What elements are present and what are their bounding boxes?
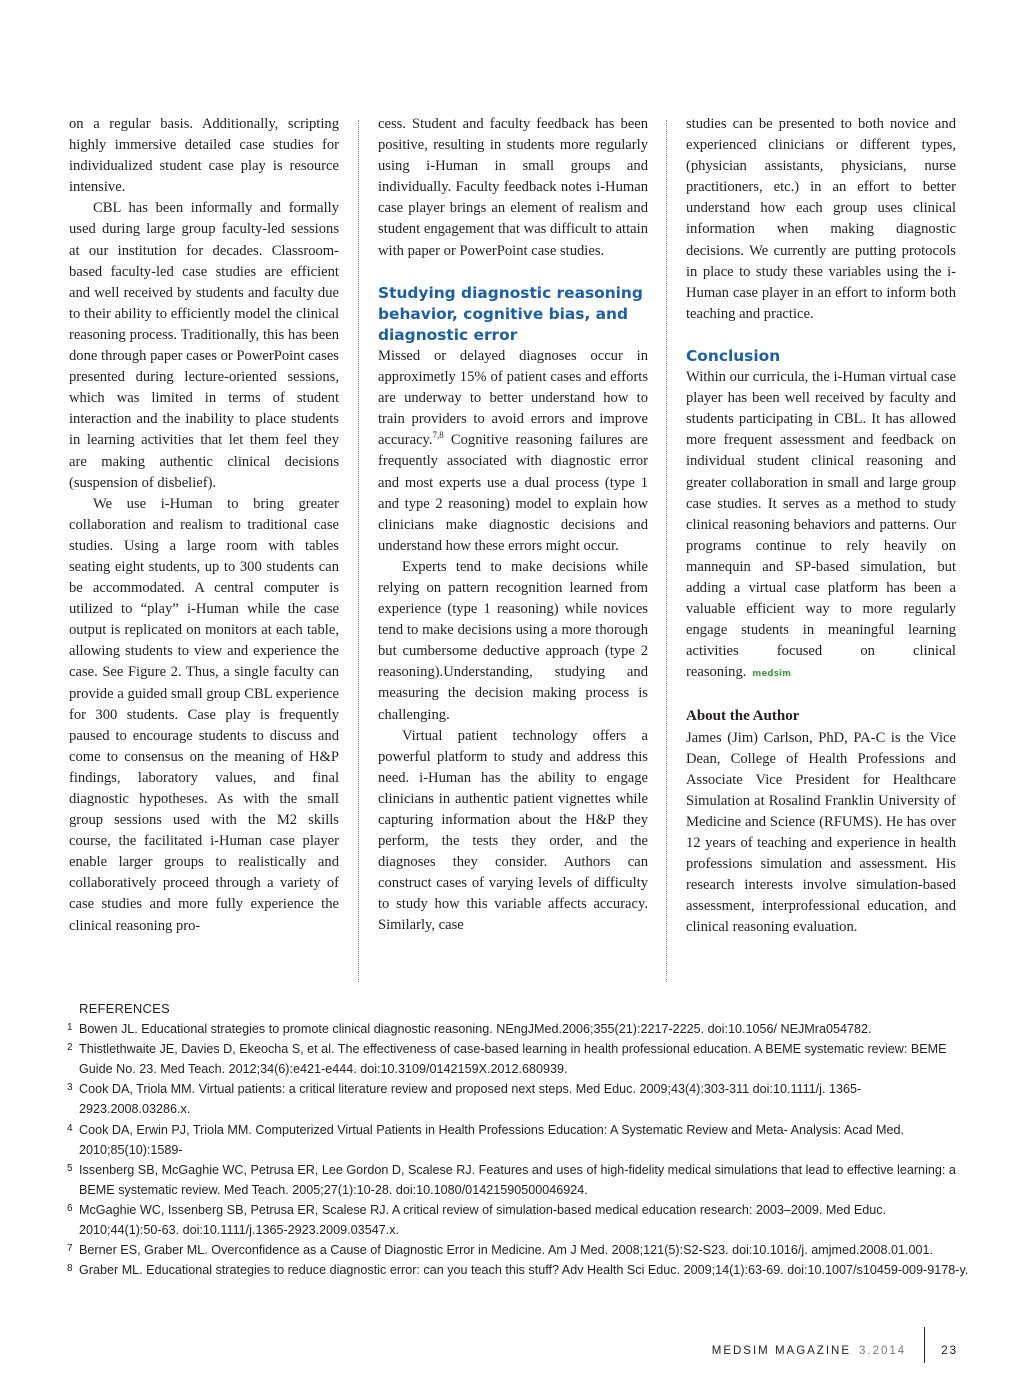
reference-item xyxy=(69,1039,969,1079)
paragraph: studies can be presented to both novice and experienced clinicians or different types, (physician assistants, physicians, nurse practitioners, etc.) in an effort to better understand how each group uses clinical information when making diagnostic decisions. We currently are putting protocols in place to study these variables using the i-Human case player in an effort to inform both teaching and practice. xyxy=(686,116,956,322)
footer-divider xyxy=(924,1327,925,1363)
reference-item xyxy=(69,1240,969,1260)
article-column-1 xyxy=(69,114,339,937)
page-number: 23 xyxy=(941,1345,958,1357)
paragraph: Experts tend to make decisions while relying on pattern recognition learned from experience (type 1 reasoning) while novices tend to make decisions using a more thorough but cumbersome deductive approach (type 2 reasoning).Understanding, studying and measuring the decision making process is challenging. xyxy=(378,558,648,723)
reference-number: 5 xyxy=(67,1162,73,1174)
author-bio: James (Jim) Carlson, PhD, PA-C is the Vice Dean, College of Health Professions and Associate Vice President for Healthcare Simulation at Rosalind Franklin University of Medicine and Science (RFUMS). He has over 12 years of teaching and experience in health professions simulation and assessment. His research interests involve simulation-based assessment, interprofessional education, and clinical reasoning evaluation. xyxy=(686,729,956,936)
reference-text: Cook DA, Triola MM. Virtual patients: a critical literature review and proposed next steps. Med Educ. 2009;43(4):303-311 doi:10.1111/j. 1365-2923.2008.03286.x. xyxy=(79,1082,862,1117)
section-heading: Studying diagnostic reasoning behavior, cognitive bias, and diagnostic error xyxy=(378,283,643,344)
paragraph: cess. Student and faculty feedback has been positive, resulting in students more regularly using i-Human in small groups and individually. Faculty feedback notes i-Human case player brings an element of realism and student engagement that was difficult to attain with paper or PowerPoint case studies. xyxy=(378,116,648,259)
paragraph-text: Missed or delayed diagnoses occur in approximetly 15% of patient cases and efforts are underway to better understand how to train providers to avoid errors and improve accuracy. xyxy=(378,347,648,449)
medsim-logo: medsim xyxy=(752,669,792,680)
references-section xyxy=(69,999,969,1280)
about-author-heading: About the Author xyxy=(686,708,800,725)
issue-number: 3.2014 xyxy=(859,1345,907,1357)
reference-item xyxy=(69,1120,969,1160)
paragraph: Virtual patient technology offers a powerful platform to study and address this need. i-Human has the ability to engage clinicians in authentic patient vignettes while capturing information about the H&P they perform, the tests they order, and the diagnoses they consider. Authors can construct cases of varying levels of difficulty to study how this variable affects accuracy. Similarly, case xyxy=(378,727,648,934)
reference-number: 6 xyxy=(67,1202,73,1214)
reference-item xyxy=(69,1079,969,1119)
reference-text: Issenberg SB, McGaghie WC, Petrusa ER, Lee Gordon D, Scalese RJ. Features and uses of high-fidelity medical simulations that lead to effective learning: a BEME systematic review. Med Teach. 2005;27(1):10-28. doi:10.1080/01421590500046924. xyxy=(79,1162,956,1197)
reference-text: Thistlethwaite JE, Davies D, Ekeocha S, et al. The effectiveness of case-based learning in health professional education. A BEME systematic review: BEME Guide No. 23. Med Teach. 2012;34(6):e421-e444. doi:10.3109/0142159X.2012.680939. xyxy=(79,1042,947,1077)
paragraph: We use i-Human to bring greater collaboration and realism to traditional case studies. Using a large room with tables seating eight students, up to 300 students can be accommodated. A central computer is utilized to “play” i-Human while the case output is replicated on monitors at each table, allowing students to view and experience the case. See Figure 2. Thus, a single faculty can provide a guided small group CBL experience for 300 students. Case play is frequently paused to encourage students to discuss and come to consensus on the meaning of H&P findings, laboratory values, and final diagnostic hypotheses. As with the small group sessions used with the M2 skills course, the facilitated i-Human case player enable larger groups to realistically and collaboratively proceed through a variety of case studies and more fully experience the clinical reasoning pro- xyxy=(69,495,339,934)
references-heading: REFERENCES xyxy=(79,1001,170,1016)
citation-superscript: 7,8 xyxy=(432,430,444,441)
reference-text: Graber ML. Educational strategies to reduce diagnostic error: can you teach this stuff? Adv Health Sci Educ. 2009;14(1):63-69. doi:10.1007/s10459-009-9178-y. xyxy=(79,1263,969,1278)
reference-item xyxy=(69,1160,969,1200)
paragraph: CBL has been informally and formally used during large group faculty-led sessions at our institution for decades. Classroom-based faculty-led case studies are efficient and well received by students and faculty due to their ability to efficiently model the clinical reasoning process. Traditionally, this has been done through paper cases or PowerPoint cases presented during lecture-oriented sessions, which was limited in terms of student interaction and the inability to place students in learning activities that let them feel they are making authentic clinical decisions (suspension of disbelief). xyxy=(69,200,339,491)
reference-text: Cook DA, Erwin PJ, Triola MM. Computerized Virtual Patients in Health Professions Education: A Systematic Review and Meta- Analysis: Acad Med. 2010;85(10):1589- xyxy=(79,1122,905,1157)
column-divider xyxy=(358,120,359,982)
paragraph-text: Within our curricula, the i-Human virtual case player has been well received by faculty and students participating in CBL. It has allowed more frequent assessment and feedback on individual student clinical reasoning and greater collaboration in small and large group case studies. It serves as a method to study clinical reasoning behaviors and patterns. Our programs continue to rely heavily on mannequin and SP-based simulation, but adding a virtual case platform has been a valuable efficient way to more regularly engage students in meaningful learning activities focused on clinical reasoning. xyxy=(686,369,956,681)
magazine-name: MEDSIM MAGAZINE xyxy=(711,1345,852,1357)
reference-text: Bowen JL. Educational strategies to promote clinical diagnostic reasoning. NEngJMed.2006;355(21):2217-2225. doi:10.1056/ NEJMra054782. xyxy=(79,1022,872,1037)
reference-item xyxy=(69,1260,969,1280)
reference-item xyxy=(69,1019,969,1039)
article-column-3 xyxy=(686,114,956,938)
reference-number: 7 xyxy=(67,1243,73,1255)
paragraph: on a regular basis. Additionally, scripting highly immersive detailed case studies for individualized student case play is resource intensive. xyxy=(69,116,339,196)
column-divider xyxy=(666,120,667,982)
paragraph-text: Cognitive reasoning failures are frequently associated with diagnostic error and most experts use a dual process (type 1 and type 2 reasoning) model to explain how clinicians make diagnostic decisions and understand how these errors might occur. xyxy=(378,432,648,554)
reference-number: 4 xyxy=(67,1122,73,1134)
reference-text: Berner ES, Graber ML. Overconfidence as a Cause of Diagnostic Error in Medicine. Am J Med. 2008;121(5):S2-S23. doi:10.1016/j. amjmed.2008.01.001. xyxy=(79,1243,934,1258)
paragraph xyxy=(378,346,648,557)
reference-number: 3 xyxy=(67,1082,73,1094)
article-column-2 xyxy=(378,114,648,937)
page-footer xyxy=(712,1341,958,1361)
references-list xyxy=(69,1019,969,1280)
reference-number: 8 xyxy=(67,1263,73,1275)
reference-text: McGaghie WC, Issenberg SB, Petrusa ER, Scalese RJ. A critical review of simulation-based medical education research: 2003–2009. Med Educ. 2010;44(1):50-63. doi:10.1111/j.1365-2923.2009.03547.x. xyxy=(79,1202,887,1238)
paragraph xyxy=(686,367,956,685)
reference-number: 1 xyxy=(67,1022,73,1034)
reference-item xyxy=(69,1200,969,1240)
reference-number: 2 xyxy=(67,1042,73,1054)
section-heading: Conclusion xyxy=(686,346,781,365)
